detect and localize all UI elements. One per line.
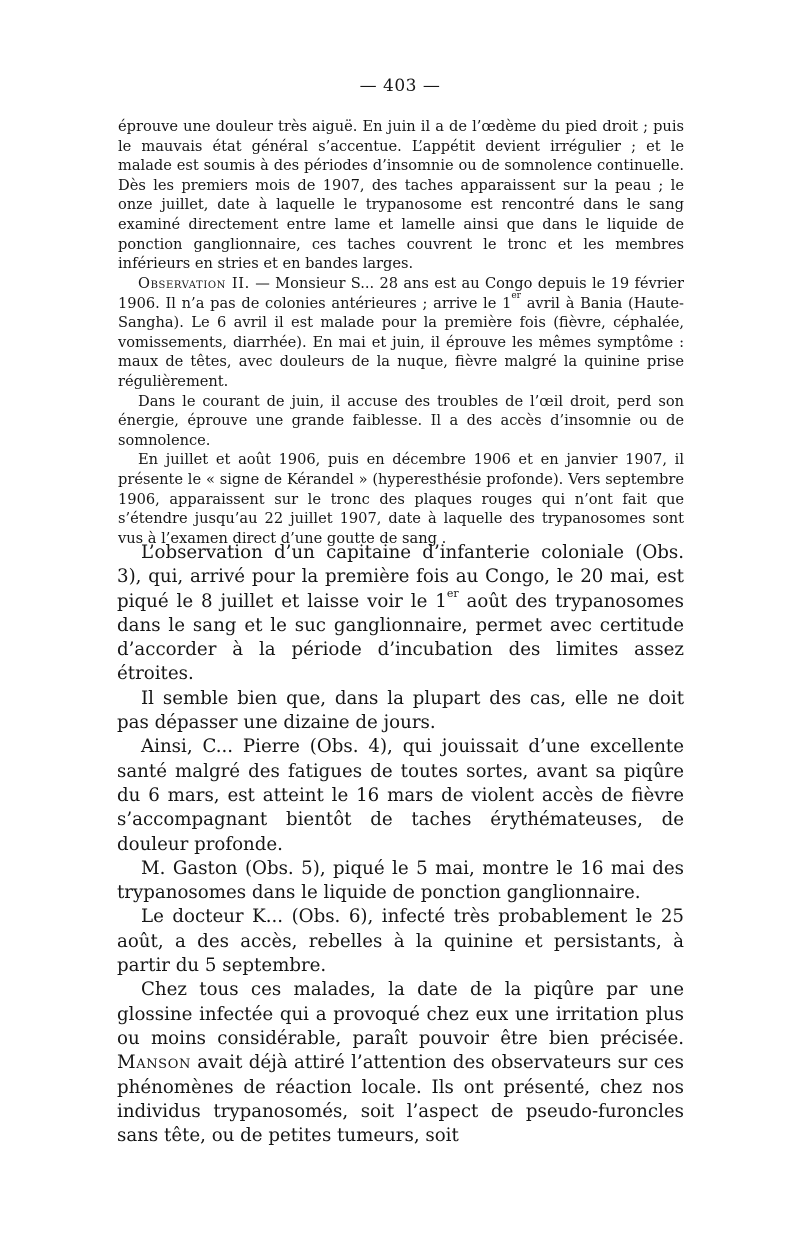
main-p6-text-a: Chez tous ces malades, la date de la piqûre par une glossine infectée qui a provoqué chez eux une irritation plus ou moins considérable, paraît pouvoir être bien précisée. [117,979,684,1049]
observation-paragraph-1 [118,274,684,392]
main-p1-superscript: er [446,586,459,600]
main-p1-text-a: L’observation d’un capitaine d’infanterie coloniale (Obs. 3), qui, arrivé pour la première fois au Congo, le 20 mai, est piqué le 8 juillet et laisse voir le 1 [117,542,684,612]
observation-block [118,274,684,548]
main-p1-text-b: août des trypanosomes dans le sang et le suc ganglionnaire, permet avec certitude d’accorder à la période d’incubation des limites assez étroites. [117,590,684,685]
page-number: — 403 — [359,76,441,96]
observation-p1-text-b: avril à Bania (Haute-Sangha). Le 6 avril il est malade pour la première fois (fièvre, céphalée, vomissements, diarrhée). En mai et juin, il éprouve les mêmes symptôme : maux de têtes, avec douleurs de la nuque, fièvre malgré la quinine prise régulièrement. [118,294,684,390]
intro-paragraph-block [118,117,684,274]
main-p6-text-b: avait déjà attiré l’attention des observateurs sur ces phénomènes de réaction locale. Ils ont présenté, chez nos individus trypanosomés, soit l’aspect de pseudo-furoncles sans tête, ou de petites tumeurs, soit [117,1052,684,1147]
observation-p1-text-a: — Monsieur S... 28 ans est au Congo depuis le 19 février 1906. Il n’a pas de colonies antérieures ; arrive le 1 [118,275,684,312]
main-paragraph-2: Il semble bien que, dans la plupart des cas, elle ne doit pas dépasser une dizaine de jours. [117,687,684,734]
observation-paragraph-2: Dans le courant de juin, il accuse des troubles de l’œil droit, perd son énergie, éprouve une grande faiblesse. Il a des accès d’insomnie ou de somnolence. [118,392,684,449]
main-paragraph-3: Ainsi, C... Pierre (Obs. 4), qui jouissait d’une excellente santé malgré des fatigues de toutes sortes, avant sa piqûre du 6 mars, est atteint le 16 mars de violent accès de fièvre s’accompagnant bientôt de taches érythémateuses, de douleur profonde. [117,736,684,855]
main-paragraph-6 [117,978,684,1148]
main-paragraph-5: Le docteur K... (Obs. 6), infecté très probablement le 25 août, a des accès, rebelles à la quinine et persistants, à partir du 5 septembre. [117,906,684,977]
author-name-manson: Manson [117,1052,191,1074]
main-paragraph-4: M. Gaston (Obs. 5), piqué le 5 mai, montre le 16 mai des trypanosomes dans le liquide de ponction ganglionnaire. [117,857,684,904]
observation-p1-superscript: er [511,290,521,301]
main-text-block [117,541,684,1148]
intro-paragraph: éprouve une douleur très aiguë. En juin il a de l’œdème du pied droit ; puis le mauvais état général s’accentue. L’appétit devient irrégulier ; et le malade est soumis à des périodes d’insomnie ou de somnolence continuelle. Dès les premiers mois de 1907, des taches apparaissent sur la peau ; le onze juillet, date à laquelle le trypanosome est rencontré dans le sang examiné directement entre lame et lamelle ainsi que dans le liquide de ponction ganglionnaire, ces taches couvrent le tronc et les membres inférieurs en stries et en bandes larges. [118,118,684,273]
observation-paragraph-3: En juillet et août 1906, puis en décembre 1906 et en janvier 1907, il présente le « signe de Kérandel » (hyperesthésie profonde). Vers septembre 1906, apparaissent sur le tronc des plaques rouges qui n’ont fait que s’étendre jusqu’au 22 juillet 1907, date à laquelle des trypanosomes sont vus à l’examen direct d’une goutte de sang . [118,451,684,547]
observation-heading: Observation II. [138,275,250,292]
main-paragraph-1 [117,541,684,687]
